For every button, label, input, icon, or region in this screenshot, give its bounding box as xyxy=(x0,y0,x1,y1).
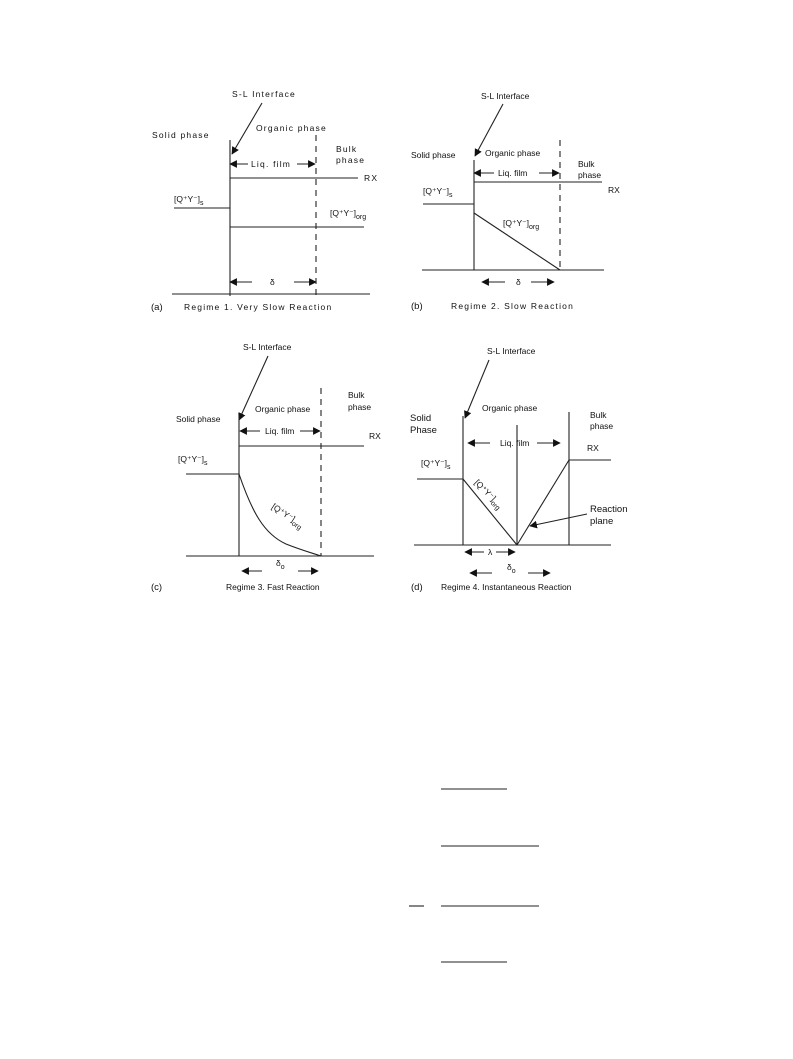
panel-c-qs-label: $[Q^+Y^-]_s$ xyxy=(178,454,208,467)
panel-a-film-label: Liq. film xyxy=(251,159,292,169)
panel-c xyxy=(151,342,381,593)
panel-c-film-label: Liq. film xyxy=(265,426,295,436)
panel-a-letter: (a) xyxy=(151,302,163,313)
panel-c-letter: (c) xyxy=(151,582,163,593)
panel-b-letter: (b) xyxy=(411,301,423,312)
panel-b-bulk-label: Bulk xyxy=(578,159,595,169)
panel-c-solid-label: Solid phase xyxy=(176,414,221,424)
lower-rules xyxy=(409,789,539,962)
panel-a-solid-label: Solid phase xyxy=(152,130,210,140)
panel-d-qorg-label: $[Q^+Y^-]_{org}$ xyxy=(472,477,501,513)
panel-a-bulk-label: Bulk xyxy=(336,144,358,154)
panel-b-delta-label: δ xyxy=(516,277,521,287)
panel-d-organic-label: Organic phase xyxy=(482,403,538,413)
panel-b-qorg-label: $[Q^+Y^-]_{org}$ xyxy=(503,218,540,231)
panel-a-phase-label: phase xyxy=(336,155,366,165)
panel-a-rx-label: RX xyxy=(364,173,379,183)
panel-c-caption: Regime 3. Fast Reaction xyxy=(226,582,320,592)
panel-d-phase-label: Phase xyxy=(410,425,437,436)
panel-d-bulkphase-label: phase xyxy=(590,421,614,431)
panel-b xyxy=(411,91,620,312)
panel-a xyxy=(151,89,378,313)
panel-b-qs-label: $[Q^+Y^-]_s$ xyxy=(423,186,453,199)
panel-b-caption: Regime 2. Slow Reaction xyxy=(451,301,575,311)
panel-d-film-label: Liq. film xyxy=(500,438,530,448)
panel-c-qorg-label: $[Q^+Y^-]_{org}$ xyxy=(269,501,303,532)
panel-d-rx-profile xyxy=(517,460,569,545)
panel-d-plane-label: plane xyxy=(590,516,614,527)
panel-d-delta-label: $\delta_o$ xyxy=(507,562,516,575)
panel-d-lambda-label: λ xyxy=(488,547,493,557)
panel-a-interface-label: S-L Interface xyxy=(232,89,296,99)
panel-d-reaction-plane-arrow xyxy=(530,514,587,526)
panel-d-solid-label: Solid xyxy=(410,413,432,424)
panel-a-delta-label: δ xyxy=(270,277,275,287)
panel-a-qs-label: $[Q^+Y^-]_s$ xyxy=(174,194,204,207)
panel-b-phase-label: phase xyxy=(578,170,602,180)
panel-b-organic-label: Organic phase xyxy=(485,148,541,158)
panel-d-bulk-label: Bulk xyxy=(590,410,607,420)
panel-c-organic-label: Organic phase xyxy=(255,404,311,414)
panel-c-delta-label: $\delta_o$ xyxy=(276,558,285,571)
panel-d-caption: Regime 4. Instantaneous Reaction xyxy=(441,582,572,592)
panel-c-interface-label: S-L Interface xyxy=(243,342,292,352)
panel-b-interface-label: S-L Interface xyxy=(481,91,530,101)
panel-d-rx-label: RX xyxy=(587,443,599,453)
panel-b-solid-label: Solid phase xyxy=(411,150,456,160)
panel-d-reaction-label: Reaction xyxy=(590,504,628,515)
panel-c-rx-label: RX xyxy=(369,431,381,441)
panel-a-qorg-label: $[Q^+Y^-]_{org}$ xyxy=(330,208,367,221)
panel-d-interface-label: S-L Interface xyxy=(487,346,536,356)
panel-d xyxy=(410,346,628,593)
panel-b-film-label: Liq. film xyxy=(498,168,528,178)
panel-b-rx-label: RX xyxy=(608,185,620,195)
panel-c-phase-label: phase xyxy=(348,402,372,412)
panel-c-bulk-label: Bulk xyxy=(348,390,365,400)
panel-a-organic-label: Organic phase xyxy=(256,123,327,133)
panel-d-letter: (d) xyxy=(411,582,423,593)
panel-a-caption: Regime 1. Very Slow Reaction xyxy=(184,302,333,312)
panel-d-qs-label: $[Q^+Y^-]_s$ xyxy=(421,458,451,471)
